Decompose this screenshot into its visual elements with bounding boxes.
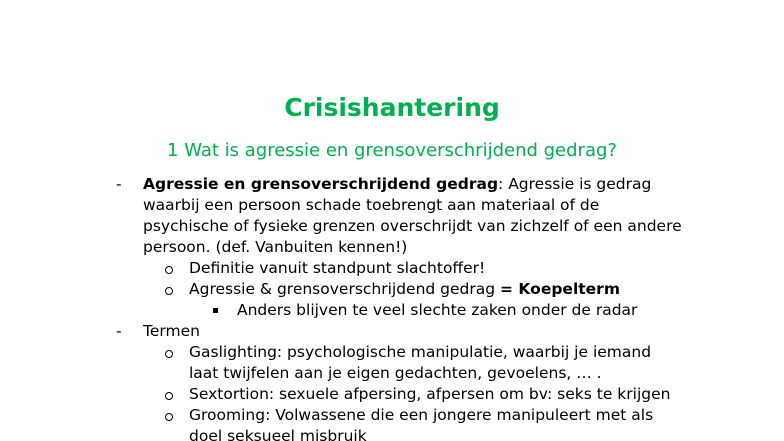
- sub-list-item: doel seksueel misbruik: [189, 427, 367, 441]
- sub-list-item: Grooming: Volwassene die een jongere manipuleert met als: [189, 406, 654, 424]
- sub-list-item: laat twijfelen aan je eigen gedachten, gevoelens, … .: [189, 364, 602, 382]
- list-item-line: persoon. (def. Vanbuiten kennen!): [143, 238, 408, 256]
- circle-bullet-icon: [165, 392, 173, 400]
- list-item-line: psychische of fysieke grenzen overschrijdt van zichzelf of een andere: [143, 217, 682, 235]
- section-heading: 1 Wat is agressie en grensoverschrijdend gedrag?: [167, 140, 617, 161]
- term-bold: Agressie en grensoverschrijdend gedrag: [143, 175, 499, 193]
- circle-bullet-icon: [165, 350, 173, 358]
- sub-list-item: Gaslighting: psychologische manipulatie, waarbij je iemand: [189, 343, 652, 361]
- sub-list-item: Sextortion: sexuele afpersing, afpersen om bv: seks te krijgen: [189, 385, 671, 403]
- list-item-line: [143, 174, 651, 195]
- list-item-line: Termen: [143, 322, 200, 340]
- circle-bullet-icon: [165, 413, 173, 421]
- list-item-line: waarbij een persoon schade toebrengt aan materiaal of de: [143, 196, 600, 214]
- square-bullet-icon: [213, 308, 218, 313]
- sub-list-item: [189, 279, 620, 300]
- sub-list-item: Definitie vanuit standpunt slachtoffer!: [189, 259, 486, 277]
- sub-sub-list-item: Anders blijven te veel slechte zaken onder de radar: [237, 301, 638, 319]
- dash-bullet: -: [116, 322, 122, 340]
- sub-list-bold: = Koepelterm: [500, 280, 620, 298]
- page-title: Crisishantering: [284, 93, 500, 122]
- sub-list-text: Agressie & grensoverschrijdend gedrag: [189, 280, 501, 298]
- circle-bullet-icon: [165, 266, 173, 274]
- circle-bullet-icon: [165, 287, 173, 295]
- dash-bullet: -: [116, 175, 122, 193]
- term-definition: : Agressie is gedrag: [498, 175, 652, 193]
